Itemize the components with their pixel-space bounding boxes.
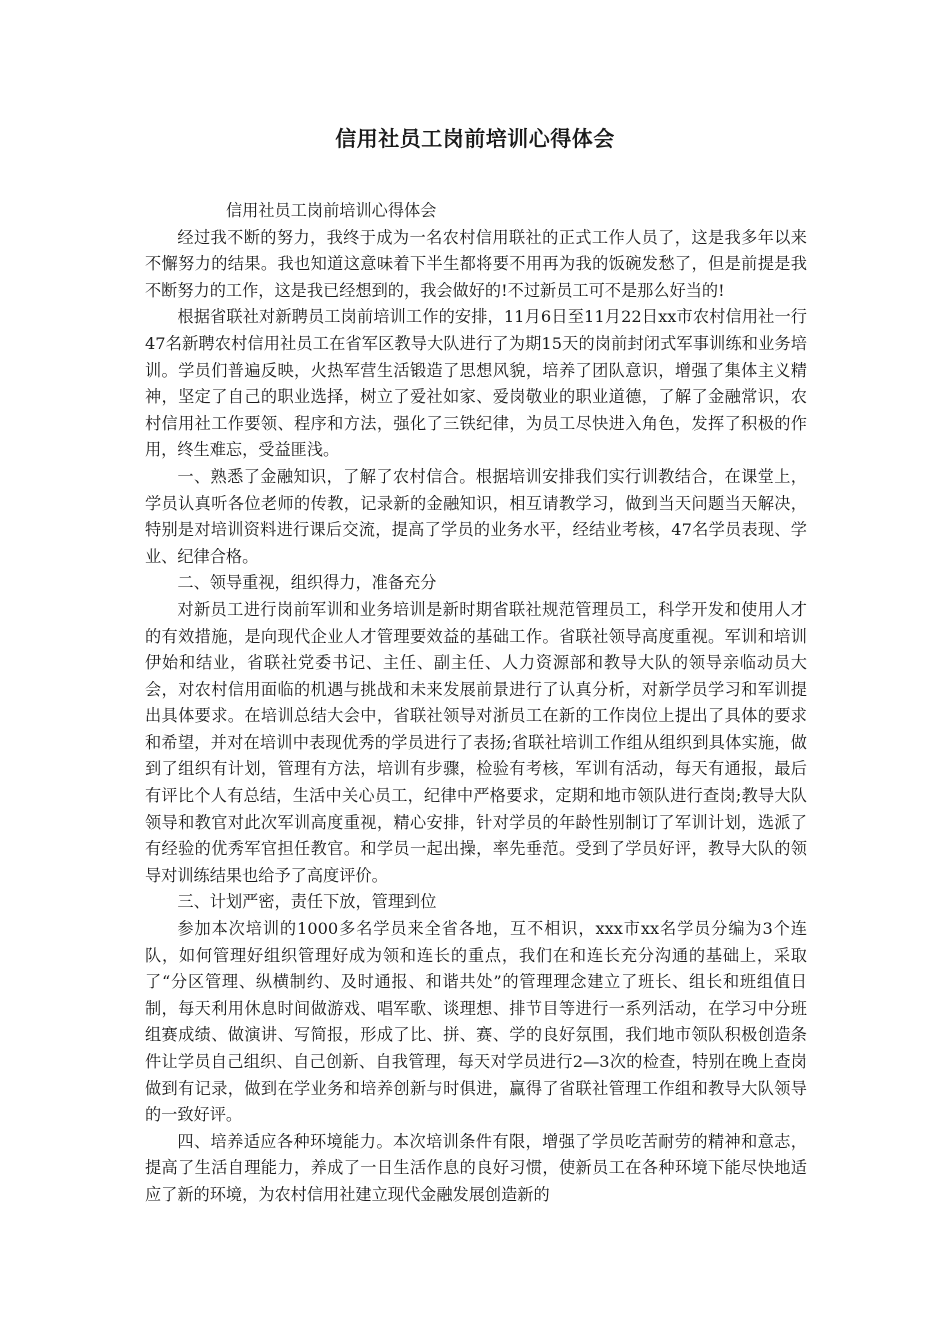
paragraph-section-two: 对新员工进行岗前军训和业务培训是新时期省联社规范管理员工，科学开发和使用人才的有效措施，是向现代企业人才管理要效益的基础工作。省联社领导高度重视。军训和培训伊始和结业，省联社党委书记、主任、副主任、人力资源部和教导大队的领导亲临动员大会，对农村信用面临的机遇与挑战和未来发展前景进行了认真分析，对新学员学习和军训提出具体要求。在培训总结大会中，省联社领导对浙员工在新的工作岗位上提出了具体的要求和希望，并对在培训中表现优秀的学员进行了表扬;省联社培训工作组从组织到具体实施，做到了组织有计划，管理有方法，培训有步骤，检验有考核，军训有活动，每天有通报，最后有评比个人有总结，生活中关心员工，纪律中严格要求，定期和地市领队进行查岗;教导大队领导和教官对此次军训高度重视，精心安排，针对学员的年龄性别制订了军训计划，选派了有经验的优秀军官担任教官。和学员一起出操，率先垂范。受到了学员好评，教导大队的领导对训练结果也给予了高度评价。 [145,599,807,885]
page-title: 信用社员工岗前培训心得体会 [335,127,615,151]
paragraph-arrangement: 根据省联社对新聘员工岗前培训工作的安排，11月6日至11月22日xx市农村信用社一行47名新聘农村信用社员工在省军区教导大队进行了为期15天的岗前封闭式军事训练和业务培训。学员们普遍反映，火热军营生活锻造了思想风貌，培养了团队意识，增强了集体主义精神，坚定了自己的职业选择，树立了爱社如家、爱岗敬业的职业道德，了解了金融常识，农村信用社工作要领、程序和方法，强化了三铁纪律，为员工尽快进入角色，发挥了积极的作用，终生难忘，受益匪浅。 [145,307,807,460]
document-subtitle: 信用社员工岗前培训心得体会 [226,201,437,220]
document-body [145,198,807,1209]
section-heading-three: 三、计划严密，责任下放，管理到位 [177,892,437,912]
paragraph-section-four: 四、培养适应各种环境能力。本次培训条件有限，增强了学员吃苦耐劳的精神和意志，提高了生活自理能力，养成了一日生活作息的良好习惯，使新员工在各种环境下能尽快地适应了新的环境，为农村信用社建立现代金融发展创造新的 [145,1131,807,1204]
paragraph-section-three: 参加本次培训的1000多名学员来全省各地，互不相识，xxx市xx名学员分编为3个连队，如何管理好组织管理好成为领和连长的重点，我们在和连长充分沟通的基础上，采取了“分区管理、纵横制约、及时通报、和谐共处”的管理理念建立了班长、组长和班组值日制，每天利用休息时间做游戏、唱军歌、谈理想、排节目等进行一系列活动，在学习中分班组赛成绩、做演讲、写简报，形成了比、拼、赛、学的良好氛围，我们地市领队积极创造条件让学员自己组织、自己创新、自我管理，每天对学员进行2—3次的检查，特别在晚上查岗做到有记录，做到在学业务和培养创新与时俱进，赢得了省联社管理工作组和教导大队领导的一致好评。 [145,919,807,1125]
paragraph-section-one: 一、熟悉了金融知识，了解了农村信合。根据培训安排我们实行训教结合，在课堂上，学员认真听各位老师的传教，记录新的金融知识，相互请教学习，做到当天问题当天解决，特别是对培训资料进行课后交流，提高了学员的业务水平，经结业考核，47名学员表现、学业、纪律合格。 [145,466,807,566]
section-heading-two: 二、领导重视，组织得力，准备充分 [177,573,437,593]
paragraph-intro: 经过我不断的努力，我终于成为一名农村信用联社的正式工作人员了，这是我多年以来不懈努力的结果。我也知道这意味着下半生都将要不用再为我的饭碗发愁了，但是前提是我不断努力的工作，这是我已经想到的，我会做好的!不过新员工可不是那么好当的! [145,227,807,300]
